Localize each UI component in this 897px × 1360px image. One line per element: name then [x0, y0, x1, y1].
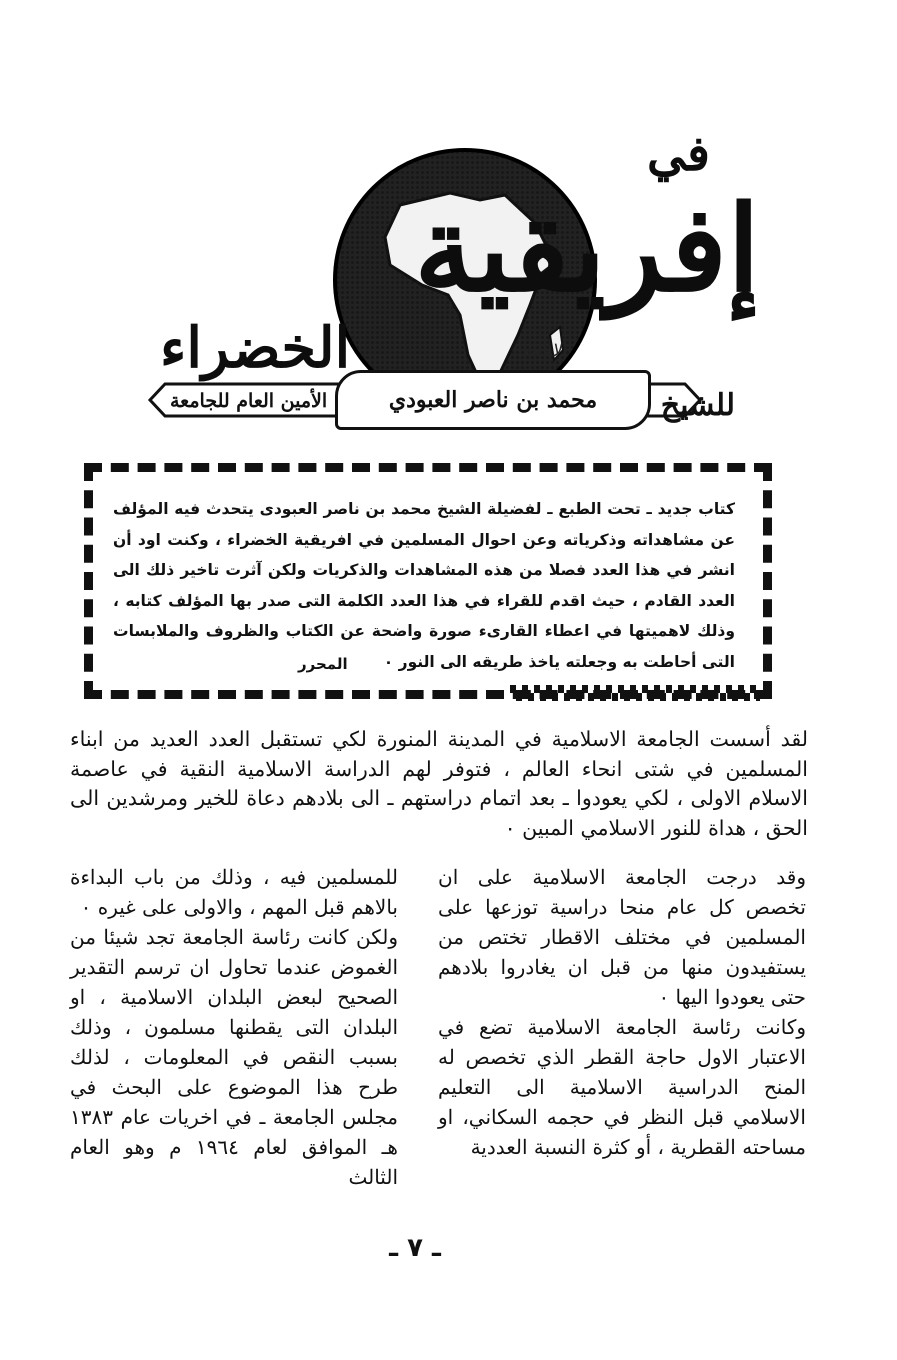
author-name: محمد بن ناصر العبودي — [335, 370, 651, 430]
editor-note-box — [84, 463, 772, 699]
decorative-border-strip — [510, 685, 760, 701]
editor-note-text — [113, 494, 735, 677]
intro-paragraph — [70, 725, 808, 843]
column-paragraph: للمسلمين فيه ، وذلك من باب البداءة بالاهم قبل المهم ، والاولى على غيره ٠ — [70, 865, 398, 919]
article-subtitle: الخضراء — [160, 315, 351, 381]
editor-note-paragraph: كتاب جديد ـ تحت الطبع ـ لفضيلة الشيخ محمد بن ناصر العبودى يتحدث فيه المؤلف عن مشاهداته وذكرياته وعن احوال المسلمين في افريقية الخضراء ، وكنت اود أن انشر في هذا العدد فصلا من هذه المشاهدات والذكريات ولكن آثرت تاخير ذلك الى العدد القادم ، حيث اقدم للقراء في هذا العدد الكلمة التى صدر بها المؤلف كتابه ، وذلك لاهميتها في اعطاء القارىء صورة واضحة عن الكتاب والظروف والملابسات التى أحاطت به وجعلته ياخذ طريقه الى النور ٠ — [113, 500, 735, 671]
text-column-right — [438, 862, 806, 1162]
editor-note-signer: المحرر — [298, 655, 348, 673]
page-number: ـ ٧ ـ — [389, 1233, 441, 1263]
author-role: الأمين العام للجامعة — [170, 390, 328, 412]
intro-text: لقد أسست الجامعة الاسلامية في المدينة المنورة لكي تستقبل العدد العديد من ابناء المسلمين في شتى انحاء العالم ، فتوفر لهم الدراسة الاسلامية النقية في عاصمة الاسلام الاولى ، لكي يعودوا ـ بعد اتمام دراستهم ـ الى بلادهم دعاة للخير ومرشدين الى الحق ، هداة للنور الاسلامي المبين ٠ — [70, 727, 808, 840]
article-title: إفريقية — [414, 179, 760, 318]
author-prefix: للشيخ — [660, 388, 735, 423]
column-paragraph: وقد درجت الجامعة الاسلامية على ان تخصص كل عام منحا دراسية توزعها على المسلمين في مختلف الاقطار تختص من يستفيدون منها من قبل ان يغادروا بلادهم حتى يعودوا اليها ٠ — [438, 865, 806, 1009]
article-title-artwork — [120, 120, 780, 450]
column-paragraph: وكانت رئاسة الجامعة الاسلامية تضع في الاعتبار الاول حاجة القطر الذي تخصص له المنح الدراسية الاسلامية الى التعليم الاسلامي قبل النظر في حجمه السكاني، او مساحته القطرية ، أو كثرة النسبة العددية — [438, 1015, 806, 1159]
text-column-left — [70, 862, 398, 1192]
column-paragraph: ولكن كانت رئاسة الجامعة تجد شيئا من الغموض عندما تحاول ان ترسم التقدير الصحيح لبعض البلدان الاسلامية ، او البلدان التى يقطنها مسلمون ، وذلك بسبب النقص في المعلومات ، لذلك طرح هذا الموضوع على البحث في مجلس الجامعة ـ في اخريات عام ١٣٨٣ هـ الموافق لعام ١٩٦٤ م وهو العام الثالث — [70, 925, 398, 1189]
artist-signature: لاحمد — [520, 340, 562, 361]
title-preposition: في — [647, 126, 710, 182]
